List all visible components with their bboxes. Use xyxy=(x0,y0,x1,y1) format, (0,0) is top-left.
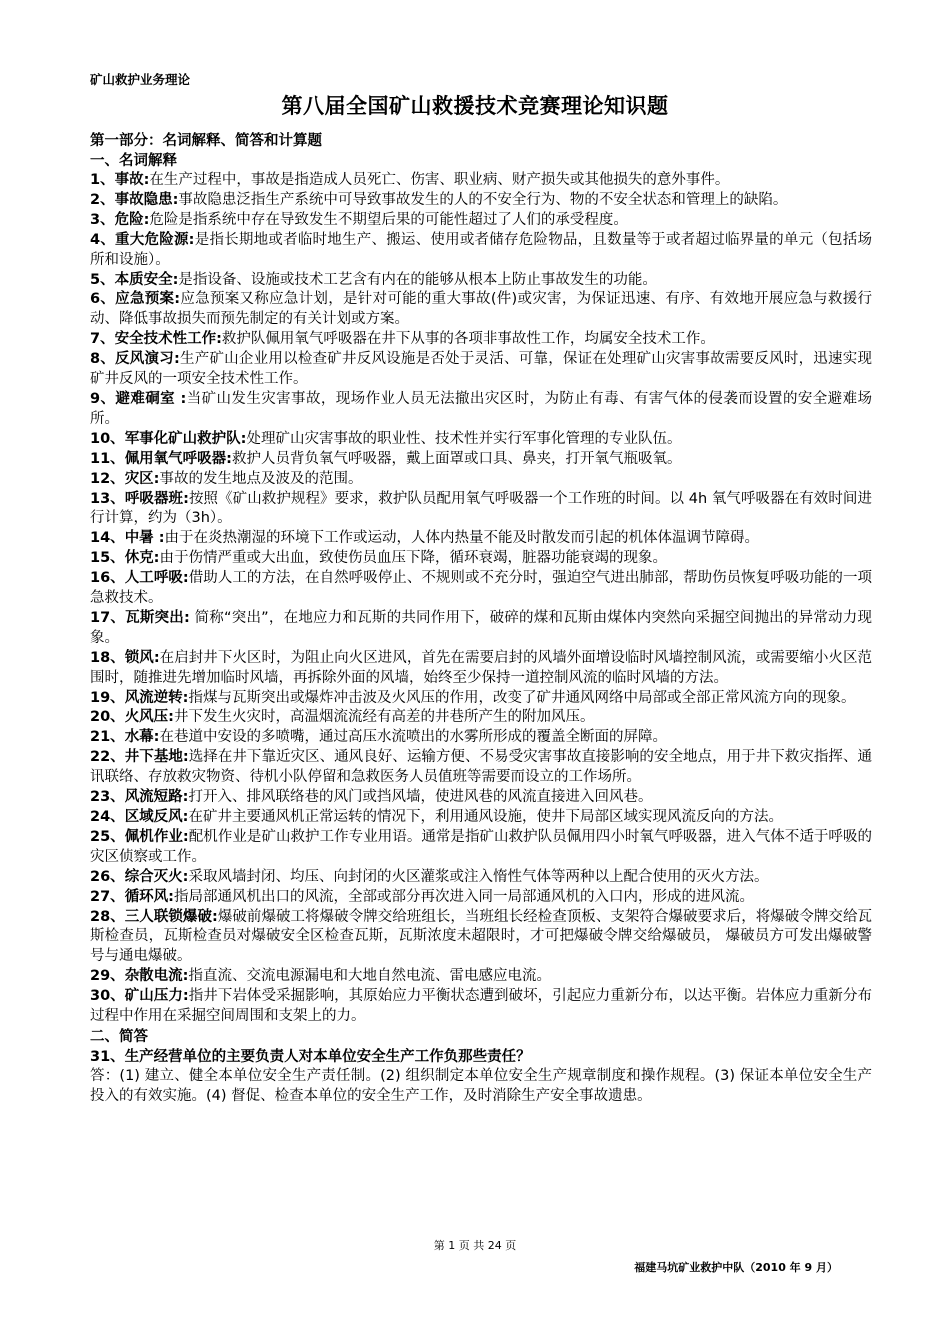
term-name: 军事化矿山救护队: xyxy=(124,430,247,447)
section-heading-short-answer: 二、简答 xyxy=(90,1028,148,1045)
term-definition: 救护队佩用氧气呼吸器在井下从事的各项非事故性工作，均属安全技术工作。 xyxy=(221,331,715,348)
term-number: 11、 xyxy=(90,450,125,467)
term-number: 27、 xyxy=(90,888,125,905)
term-entry xyxy=(90,330,872,350)
term-entry xyxy=(90,649,872,689)
term-number: 1、 xyxy=(90,172,115,188)
term-definition: 当矿山发生灾害事故，现场作业人员无法撤出灾区时，为防止有毒、有害气体的侵袭而设置的安全避难场所。 xyxy=(90,390,872,427)
term-entry xyxy=(90,828,872,868)
term-entry xyxy=(90,808,872,828)
term-name: 水幕: xyxy=(124,729,160,746)
term-name: 反风演习: xyxy=(115,351,180,368)
term-number: 23、 xyxy=(90,789,125,806)
term-name: 应急预案: xyxy=(115,291,181,308)
term-definition: 事故的发生地点及波及的范围。 xyxy=(159,470,363,487)
term-definition: 采取风墙封闭、均压、向封闭的火区灌浆或注入惰性气体等两种以上配合使用的灭火方法。 xyxy=(188,868,769,885)
term-name: 综合灭火: xyxy=(124,868,189,885)
term-definition: 是指设备、设施或技术工艺含有内在的能够从根本上防止事故发生的功能。 xyxy=(178,271,657,288)
answer-31: 答：(1) 建立、健全本单位安全生产责任制。(2) 组织制定本单位安全生产规章制度和操作规程。(3) 保证本单位安全生产投入的有效实施。(4) 督促、检查本单位的安全生产工作，及时消除生产安全事故遗患。 xyxy=(90,1067,872,1104)
term-list xyxy=(90,171,872,1027)
term-definition: 事故隐患泛指生产系统中可导致事故发生的人的不安全行为、物的不安全状态和管理上的缺陷。 xyxy=(178,191,788,208)
term-name: 锁风: xyxy=(124,649,160,666)
document-body xyxy=(90,131,872,1107)
term-entry xyxy=(90,450,872,470)
term-definition: 按照《矿山救护规程》要求，救护队员配用氧气呼吸器一个工作班的时间。以 4h 氧气呼吸器在有效时间进行计算，约为（3h）。 xyxy=(90,490,872,527)
term-definition: 应急预案又称应急计划，是针对可能的重大事故(件)或灾害，为保证迅速、有序、有效地开展应急与救援行动、降低事故损失而预先制定的有关计划或方案。 xyxy=(90,291,872,328)
term-name: 佩机作业: xyxy=(124,828,189,845)
term-number: 7、 xyxy=(90,331,115,348)
term-entry xyxy=(90,211,872,231)
term-entry xyxy=(90,350,872,390)
document-title: 第八届全国矿山救援技术竞赛理论知识题 xyxy=(281,94,669,118)
term-entry xyxy=(90,987,872,1027)
term-name: 井下基地: xyxy=(124,749,189,766)
term-name: 矿山压力: xyxy=(124,988,189,1005)
term-entry xyxy=(90,231,872,271)
term-number: 21、 xyxy=(90,729,125,746)
term-number: 20、 xyxy=(90,709,125,726)
term-number: 26、 xyxy=(90,868,125,885)
term-name: 三人联锁爆破: xyxy=(124,908,218,925)
term-definition: 配机作业是矿山救护工作专业用语。通常是指矿山救护队员佩用四小时氧气呼吸器，进入气体不适于呼吸的灾区侦察或工作。 xyxy=(90,828,872,865)
term-number: 4、 xyxy=(90,231,116,248)
term-number: 15、 xyxy=(90,550,125,567)
term-definition: 在巷道中安设的多喷嘴，通过高压水流喷出的水雾所形成的覆盖全断面的屏障。 xyxy=(159,729,667,746)
term-number: 6、 xyxy=(90,291,116,308)
term-entry xyxy=(90,728,872,748)
term-definition: 危险是指系统中存在导致发生不期望后果的可能性超过了人们的承受程度。 xyxy=(149,211,628,228)
term-definition: 是指长期地或者临时地生产、搬运、使用或者储存危险物品，且数量等于或者超过临界量的单元（包括场所和设施）。 xyxy=(90,231,872,268)
term-number: 30、 xyxy=(90,988,125,1005)
term-entry xyxy=(90,390,872,430)
term-definition: 生产矿山企业用以检查矿井反风设施是否处于灵活、可靠，保证在处理矿山灾害事故需要反风时，迅速实现矿井反风的一项安全技术性工作。 xyxy=(90,351,872,388)
term-name: 人工呼吸: xyxy=(124,570,189,587)
term-name: 休克: xyxy=(124,550,160,567)
term-name: 中暑 : xyxy=(124,530,165,547)
term-entry xyxy=(90,549,872,569)
term-name: 杂散电流: xyxy=(124,968,189,985)
term-entry xyxy=(90,569,872,609)
term-name: 事故隐患: xyxy=(114,191,179,208)
term-entry xyxy=(90,529,872,549)
term-number: 9、 xyxy=(90,390,116,407)
term-entry xyxy=(90,708,872,728)
term-definition: 在生产过程中，事故是指造成人员死亡、伤害、职业病、财产损失或其他损失的意外事件。 xyxy=(149,172,730,188)
term-number: 10、 xyxy=(90,430,125,447)
term-definition: 指局部通风机出口的风流，全部或部分再次进入同一局部通风机的入口内，形成的进风流。 xyxy=(174,888,754,905)
term-definition: 指井下岩体受采掘影响，其原始应力平衡状态遭到破坏，引起应力重新分布，以达平衡。岩体应力重新分布过程中作用在采掘空间周围和支架上的力。 xyxy=(90,988,872,1025)
term-number: 12、 xyxy=(90,470,125,487)
term-definition: 井下发生火灾时，高温烟流流经有高差的井巷所产生的附加风压。 xyxy=(174,709,595,726)
term-definition: 救护人员背负氧气呼吸器，戴上面罩或口具、鼻夹，打开氧气瓶吸氧。 xyxy=(232,450,682,467)
term-number: 25、 xyxy=(90,828,125,845)
term-entry xyxy=(90,967,872,987)
term-number: 22、 xyxy=(90,749,125,766)
term-definition: 在启封井下火区时，为阻止向火区进风，首先在需要启封的风墙外面增设临时风墙控制风流，或需要缩小火区范围时，随推进先增加临时风墙，再拆除外面的风墙，始终至少保持一道控制风流的临时风墙的方法。 xyxy=(90,649,872,686)
term-entry xyxy=(90,470,872,490)
term-name: 火风压: xyxy=(124,709,174,726)
term-entry xyxy=(90,868,872,888)
term-entry xyxy=(90,788,872,808)
term-number: 14、 xyxy=(90,530,125,547)
term-definition: 爆破前爆破工将爆破令牌交给班组长，当班组长经检查顶板、支架符合爆破要求后，将爆破令牌交给瓦斯检查员，瓦斯检查员对爆破安全区检查瓦斯，瓦斯浓度未超限时，才可把爆破令牌交给爆破员， 爆破员方可发出爆破警号与通电爆破。 xyxy=(90,908,872,965)
term-entry xyxy=(90,908,872,968)
term-entry xyxy=(90,689,872,709)
term-number: 28、 xyxy=(90,908,125,925)
term-name: 瓦斯突出: xyxy=(125,609,190,626)
term-name: 避难硐室 : xyxy=(115,390,187,407)
term-entry xyxy=(90,191,872,211)
term-number: 24、 xyxy=(90,809,125,825)
running-header: 矿山救护业务理论 xyxy=(90,72,191,87)
question-31: 31、生产经营单位的主要负责人对本单位安全生产工作负那些责任？ xyxy=(90,1048,531,1065)
term-name: 重大危险源: xyxy=(115,231,195,248)
term-definition: 由于在炎热潮湿的环境下工作或运动，人体内热量不能及时散发而引起的机体体温调节障碍。 xyxy=(164,530,760,547)
term-definition: 处理矿山灾害事故的职业性、技术性并实行军事化管理的专业队伍。 xyxy=(246,430,682,447)
term-name: 危险: xyxy=(114,211,150,228)
term-entry xyxy=(90,171,872,191)
term-entry xyxy=(90,290,872,330)
term-definition: 由于伤情严重或大出血，致使伤员血压下降，循环衰竭，脏器功能衰竭的现象。 xyxy=(159,550,667,567)
footer-organization: 福建马坑矿业救护中队（2010 年 9 月） xyxy=(634,1261,838,1274)
term-entry xyxy=(90,609,872,649)
term-name: 风流逆转: xyxy=(124,689,189,706)
term-number: 3、 xyxy=(90,211,115,228)
section-heading-terms: 一、名词解释 xyxy=(90,153,177,169)
term-entry xyxy=(90,748,872,788)
term-number: 13、 xyxy=(90,490,125,507)
page-number: 第 1 页 共 24 页 xyxy=(433,1239,517,1252)
term-number: 2、 xyxy=(90,191,115,208)
term-number: 16、 xyxy=(90,570,125,587)
term-entry xyxy=(90,271,872,291)
term-name: 安全技术性工作: xyxy=(114,331,222,348)
term-number: 5、 xyxy=(90,271,115,288)
term-name: 事故: xyxy=(114,172,150,188)
term-name: 呼吸器班: xyxy=(124,490,189,507)
term-number: 19、 xyxy=(90,689,125,706)
term-number: 17、 xyxy=(90,609,126,626)
term-definition: 借助人工的方法，在自然呼吸停止、不规则或不充分时，强迫空气进出肺部，帮助伤员恢复呼吸功能的一项急救技术。 xyxy=(90,570,872,607)
term-name: 灾区: xyxy=(124,470,160,487)
term-number: 8、 xyxy=(90,351,116,368)
term-name: 循环风: xyxy=(124,888,174,905)
term-name: 区域反风: xyxy=(124,809,189,825)
term-number: 29、 xyxy=(90,968,125,985)
term-name: 佩用氧气呼吸器: xyxy=(124,450,232,467)
term-entry xyxy=(90,430,872,450)
term-definition: 指直流、交流电源漏电和大地自然电流、雷电感应电流。 xyxy=(188,968,551,985)
term-definition: 简称“突出”，在地应力和瓦斯的共同作用下，破碎的煤和瓦斯由煤体内突然向采掘空间抛出的异常动力现象。 xyxy=(90,609,872,646)
term-entry xyxy=(90,490,872,530)
term-definition: 选择在井下靠近灾区、通风良好、运输方便、不易受灾害事故直接影响的安全地点，用于井下救灾指挥、通讯联络、存放救灾物资、待机小队停留和急救医务人员值班等需要而设立的工作场所。 xyxy=(90,749,872,786)
part-heading: 第一部分：名词解释、简答和计算题 xyxy=(90,133,322,149)
term-number: 18、 xyxy=(90,649,125,666)
term-definition: 在矿井主要通风机正常运转的情况下，利用通风设施，使井下局部区域实现风流反向的方法。 xyxy=(188,809,783,825)
term-definition: 打开入、排风联络巷的风门或挡风墙，使进风巷的风流直接进入回风巷。 xyxy=(188,789,653,806)
term-name: 风流短路: xyxy=(124,789,189,806)
term-name: 本质安全: xyxy=(114,271,179,288)
term-entry xyxy=(90,888,872,908)
term-definition: 指煤与瓦斯突出或爆炸冲击波及火风压的作用，改变了矿井通风网络中局部或全部正常风流方向的现象。 xyxy=(188,689,856,706)
